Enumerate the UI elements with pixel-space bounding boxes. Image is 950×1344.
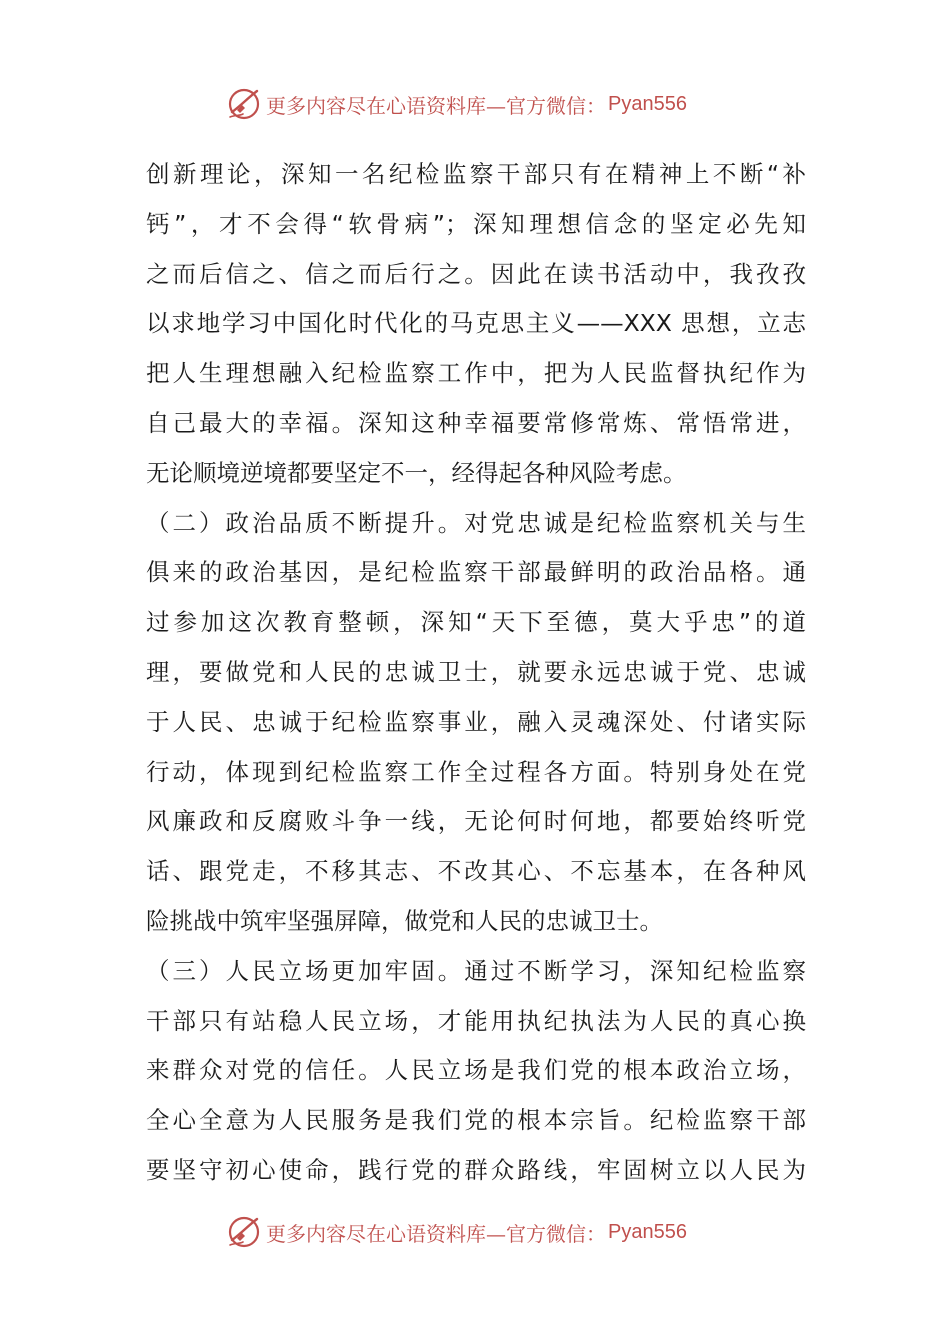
text-line: 风廉政和反腐败斗争一线，无论何时何地，都要始终听党: [146, 807, 806, 836]
body-text: [146, 150, 806, 1196]
text-line: 要坚守初心使命，践行党的群众路线，牢固树立以人民为: [146, 1155, 806, 1184]
text-line: 险挑战中筑牢坚强屏障，做党和人民的忠诚卫士。: [146, 906, 663, 935]
text-line: 自己最大的幸福。深知这种幸福要常修常炼、常悟常进，: [146, 408, 806, 437]
text-line: 创新理论，深知一名纪检监察干部只有在精神上不断“补: [146, 160, 806, 188]
watermark-text: 更多内容尽在心语资料库—官方微信：: [266, 1221, 606, 1246]
text-line: 钙”，才不会得“软骨病”；深知理想信念的坚定必先知: [146, 209, 806, 238]
text-line: 过参加这次教育整顿，深知“天下至德，莫大乎忠”的道: [146, 608, 806, 637]
text-line: 无论顺境逆境都要坚定不一，经得起各种风险考虑。: [146, 458, 687, 487]
text-line: 之而后信之、信之而后行之。因此在读书活动中，我孜孜: [146, 259, 806, 288]
text-line: 来群众对党的信任。人民立场是我们党的根本政治立场，: [146, 1056, 806, 1085]
text-line: 俱来的政治基因，是纪检监察干部最鲜明的政治品格。通: [146, 558, 806, 587]
header-watermark: [226, 82, 746, 126]
watermark-account: Pyan556: [608, 92, 687, 115]
text-line: 以求地学习中国化时代化的马克思主义——XXX 思想，立志: [146, 309, 806, 338]
text-line: 把人生理想融入纪检监察工作中，把为人民监督执纪作为: [146, 359, 806, 388]
text-line: 话、跟党走，不移其志、不改其心、不忘基本，在各种风: [146, 857, 806, 886]
watermark-text: 更多内容尽在心语资料库—官方微信：: [266, 93, 606, 118]
watermark-account: Pyan556: [608, 1220, 687, 1243]
text-line: 全心全意为人民服务是我们党的根本宗旨。纪检监察干部: [146, 1106, 806, 1135]
text-line: 干部只有站稳人民立场，才能用执纪执法为人民的真心换: [146, 1006, 806, 1035]
text-line: 行动，体现到纪检监察工作全过程各方面。特别身处在党: [146, 757, 806, 786]
footer-watermark: [226, 1210, 746, 1254]
text-line: 理，要做党和人民的忠诚卫士，就要永远忠诚于党、忠诚: [146, 657, 806, 686]
pen-logo-icon: [226, 86, 262, 122]
text-line: （二）政治品质不断提升。对党忠诚是纪检监察机关与生: [146, 508, 806, 537]
pen-logo-icon: [226, 1214, 262, 1250]
text-line: （三）人民立场更加牢固。通过不断学习，深知纪检监察: [146, 956, 806, 985]
text-line: 于人民、忠诚于纪检监察事业，融入灵魂深处、付诸实际: [146, 707, 806, 736]
